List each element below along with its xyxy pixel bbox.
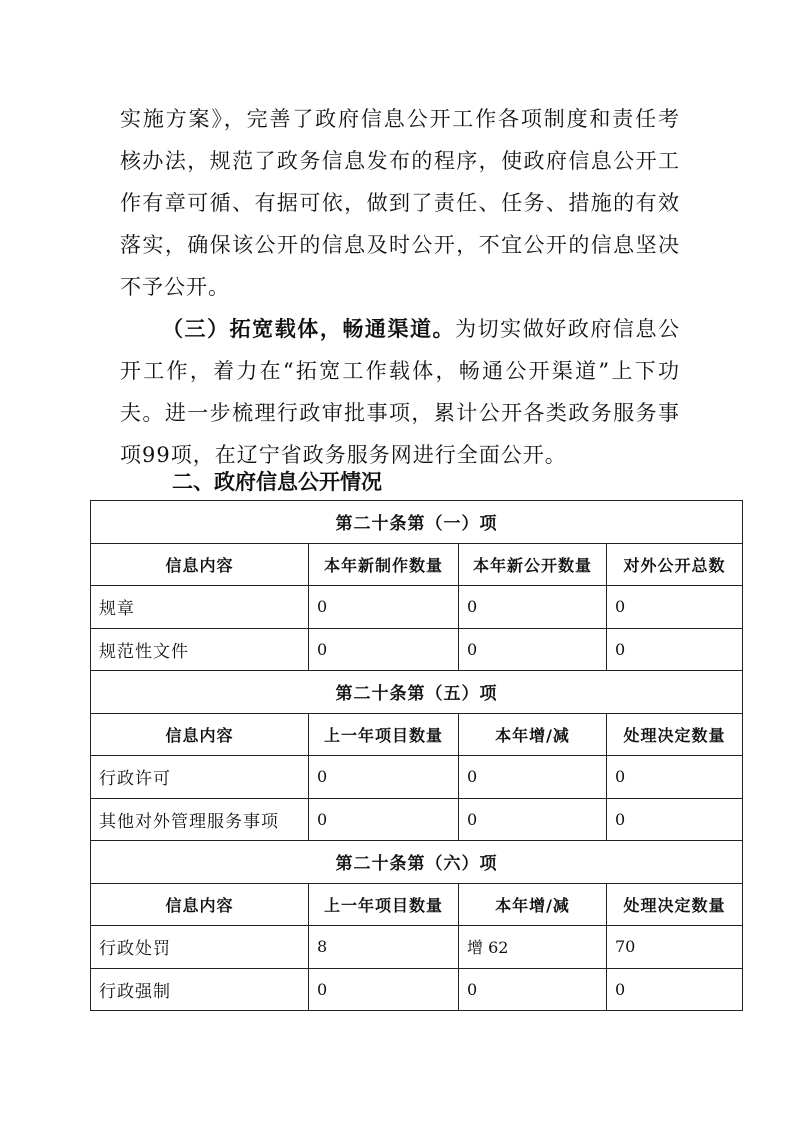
- section-title-row: [91, 841, 743, 884]
- row-label: 其他对外管理服务事项: [91, 798, 309, 841]
- column-header: 本年新制作数量: [309, 543, 459, 586]
- paragraph-lead-heading: （三）拓宽载体，畅通渠道。: [162, 317, 456, 341]
- column-header: 信息内容: [91, 713, 309, 756]
- table-row: [91, 926, 743, 969]
- row-label: 规范性文件: [91, 628, 309, 671]
- table-row: [91, 756, 743, 799]
- column-header: 本年增/减: [459, 883, 607, 926]
- info-disclosure-table: [90, 500, 743, 1011]
- table-header-row: [91, 883, 743, 926]
- table-header-row: [91, 543, 743, 586]
- paragraph-broaden-channels: [120, 308, 680, 476]
- table-cell: 0: [309, 968, 459, 1011]
- table-cell: 0: [309, 798, 459, 841]
- column-header: 信息内容: [91, 543, 309, 586]
- table-cell: 0: [459, 798, 607, 841]
- section-title-row: [91, 501, 743, 544]
- table-cell: 0: [459, 586, 607, 629]
- table-cell: 0: [309, 756, 459, 799]
- paragraph-implementation-plan: 实施方案》，完善了政府信息公开工作各项制度和责任考核办法，规范了政务信息发布的程序，使政府信息公开工作有章可循、有据可依，做到了责任、任务、措施的有效落实，确保该公开的信息及时公开，不宜公开的信息坚决不予公开。: [120, 107, 680, 299]
- table-header-row: [91, 713, 743, 756]
- row-label: 行政处罚: [91, 926, 309, 969]
- column-header: 本年增/减: [459, 713, 607, 756]
- section-heading: 二、政府信息公开情况: [172, 470, 382, 494]
- row-label: 规章: [91, 586, 309, 629]
- table-cell: 8: [309, 926, 459, 969]
- column-header: 上一年项目数量: [309, 713, 459, 756]
- column-header: 处理决定数量: [607, 713, 743, 756]
- column-header: 对外公开总数: [607, 543, 743, 586]
- paragraph-body: 为切实做好政府信息公开工作，着力在“拓宽工作载体，畅通公开渠道”上下功夫。进一步梳理行政审批事项，累计公开各类政务服务事项99项，在辽宁省政务服务网进行全面公开。: [120, 317, 681, 467]
- row-label: 行政强制: [91, 968, 309, 1011]
- table-cell: 0: [459, 756, 607, 799]
- section-title: 第二十条第（六）项: [91, 841, 743, 884]
- section-title: 第二十条第（五）项: [91, 671, 743, 714]
- table-row: [91, 586, 743, 629]
- table-cell: 0: [309, 628, 459, 671]
- table-row: [91, 798, 743, 841]
- table-cell: 0: [459, 968, 607, 1011]
- column-header: 上一年项目数量: [309, 883, 459, 926]
- column-header: 信息内容: [91, 883, 309, 926]
- table-cell: 增 62: [459, 926, 607, 969]
- table-cell: 0: [607, 586, 743, 629]
- column-header: 本年新公开数量: [459, 543, 607, 586]
- table-cell: 0: [607, 968, 743, 1011]
- table-row: [91, 968, 743, 1011]
- table-cell: 0: [607, 628, 743, 671]
- column-header: 处理决定数量: [607, 883, 743, 926]
- table-cell: 0: [459, 628, 607, 671]
- table-cell: 0: [309, 586, 459, 629]
- section-title-row: [91, 671, 743, 714]
- table-cell: 70: [607, 926, 743, 969]
- row-label: 行政许可: [91, 756, 309, 799]
- table-cell: 0: [607, 798, 743, 841]
- section-title: 第二十条第（一）项: [91, 501, 743, 544]
- table-cell: 0: [607, 756, 743, 799]
- table-row: [91, 628, 743, 671]
